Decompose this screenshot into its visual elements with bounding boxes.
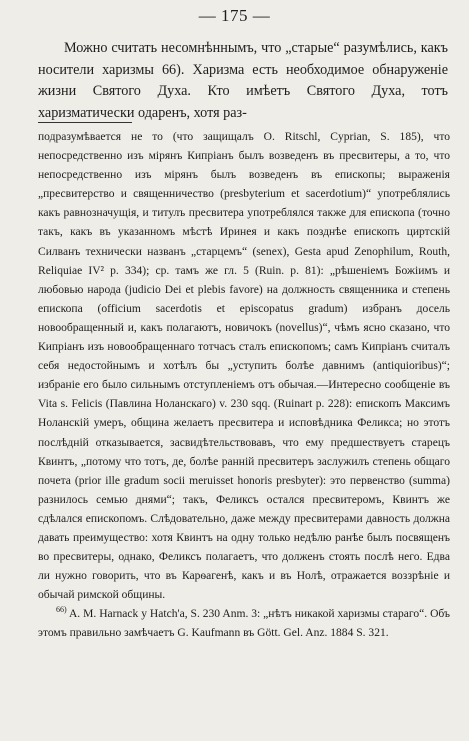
footnote-66-marker: 66) [56,605,67,615]
page-number: — 175 — [198,6,271,25]
footnote-continuation: подразумѣвается не то (что защищалъ O. Ritschl, Cyprian, S. 185), что непосредственно изъ мірянъ Кипріанъ былъ возведенъ въ пресвитеры, а то, что непосредственно изъ мірянъ былъ возведенъ въ епископы; выраженія „пресвитерство и священничество (presbyterium et sacerdotium)“ употреблялись какъ равнозначущія, и титулъ пресвитера употреблялся также для епископа (точно такъ, какъ въ указанномъ мѣстѣ Иринея и какъ позднѣе епископъ циртскій Силванъ технически названъ „старцемъ“ (senex), Gesta apud Zenophilum, Routh, Reliquiae IV² p. 334); ср. тамъ же гл. 5 (Ruin. p. 81): „рѣшеніемъ Божіимъ и любовью народа (judicio Dei et plebis favore) на должность священника и степень епископа (officium sacerdotis et episcopatus gradum) избранъ досель новообращенный и, какъ полагаютъ, новичокъ (novellus)“, чѣмъ ясно сказано, что Кипріанъ изъ новообращеннаго тотчасъ сталъ епископомъ; самъ Кипріанъ считалъ себя недостойнымъ и хотѣлъ бы „уступить болѣе давнимъ (antiquioribus)“; избраніе его было сильнымъ отступленіемъ отъ обычая.—Интересно сообщеніе въ Vita s. Felicis (Павлина Ноланскаго) v. 230 sqq. (Ruinart p. 228): епископъ Максимъ Ноланскій умеръ, община желаетъ пресвитера и исповѣдника Феликса; но этотъ послѣдній отказывается, засвидѣтельствовавъ, что ему предшествуетъ старецъ Квинтъ, „потому что тотъ, де, болѣе ранній пресвитеръ заслужилъ степень общаго почета (prior ille gradum socii meruisset honoris presbyter): это первенство (summa) разнилось семью днями“; такъ, Феликсъ остался пресвитеромъ, Квинтъ же сдѣлался епископомъ. Слѣдовательно, даже между пресвитерами давность должна давать преимущество: хотя Квинтъ на одну только недѣлю ранѣе былъ посвященъ во пресвитеры, однако, Феликсъ полагаетъ, что долженъ стоять послѣ него. Едва ли нужно говорить, что въ Карѳагенѣ, какъ и въ Нолѣ, отражается воззрѣніе и обычай римской общины. [38,131,450,602]
footnote-separator [38,122,132,123]
footnote-66-text: A. M. Harnack у Hatch'a, S. 230 Anm. 3: „нѣтъ никакой харизмы стараго“. Объ этомъ правильно замѣчаетъ G. Kaufmann въ Gött. Gel. Anz. 1884 S. 321. [38,608,450,640]
main-text [38,38,448,124]
main-paragraph: Можно считать несомнѣннымъ, что „старые“ разумѣлись, какъ носители харизмы 66). Харизма есть необходимое обнаруженіе жизни Святого Духа. Кто имѣетъ Святого Духа, тотъ харизматически одаренъ, хотя раз- [38,40,448,121]
footnote-66 [38,605,450,643]
footnotes [38,128,450,644]
